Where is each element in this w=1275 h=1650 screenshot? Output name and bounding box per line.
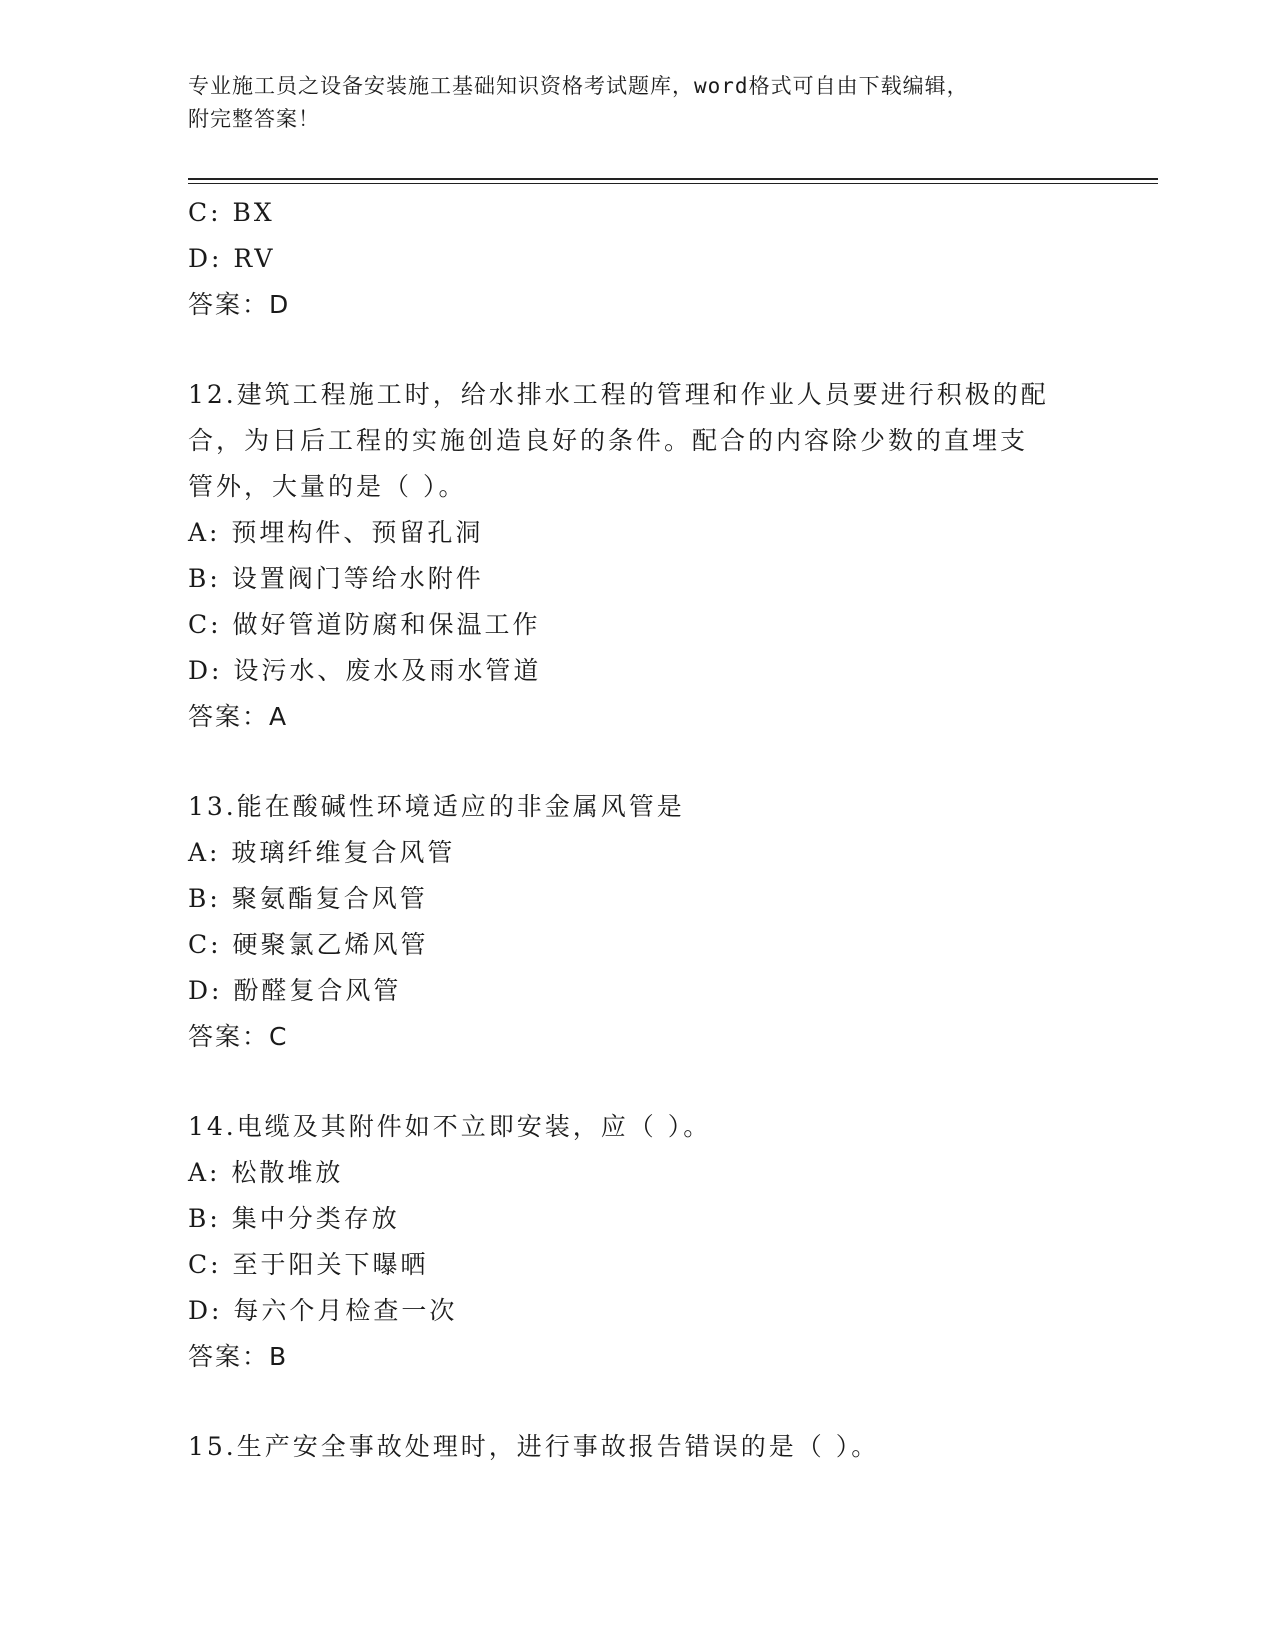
option-b: B: 设置阀门等给水附件 (188, 564, 484, 593)
question-stem-line: 14.电缆及其附件如不立即安装，应（ ）。 (188, 1112, 712, 1141)
document-body (188, 190, 1088, 1470)
question-13 (188, 784, 1088, 1060)
option-b: B: 集中分类存放 (188, 1204, 400, 1233)
header-rule-thick (188, 178, 1158, 180)
option-d: D: 设污水、废水及雨水管道 (188, 656, 542, 685)
header-line-2: 附完整答案！ (188, 107, 320, 131)
document-header (188, 70, 1068, 136)
answer: 答案：B (188, 1342, 289, 1371)
option-c: C: 硬聚氯乙烯风管 (188, 930, 429, 959)
answer: 答案：C (188, 1022, 289, 1051)
option-d: D: RV (188, 244, 276, 273)
option-d: D: 每六个月检查一次 (188, 1296, 458, 1325)
answer: 答案：D (188, 290, 291, 319)
option-b: B: 聚氨酯复合风管 (188, 884, 428, 913)
option-a: A: 玻璃纤维复合风管 (188, 838, 456, 867)
question-11-tail (188, 190, 1088, 328)
option-a: A: 松散堆放 (188, 1158, 344, 1187)
header-line-1: 专业施工员之设备安装施工基础知识资格考试题库，word格式可自由下载编辑， (188, 74, 969, 98)
question-15 (188, 1424, 1088, 1470)
option-a: A: 预埋构件、预留孔洞 (188, 518, 484, 547)
answer: 答案：A (188, 702, 289, 731)
option-d: D: 酚醛复合风管 (188, 976, 402, 1005)
question-12 (188, 372, 1088, 740)
question-stem-line: 管外，大量的是（ ）。 (188, 472, 467, 501)
question-14 (188, 1104, 1088, 1380)
question-stem-line: 15.生产安全事故处理时，进行事故报告错误的是（ ）。 (188, 1432, 880, 1461)
header-rule-thin (188, 183, 1158, 184)
option-c: C: 做好管道防腐和保温工作 (188, 610, 541, 639)
option-c: C: 至于阳关下曝晒 (188, 1250, 429, 1279)
question-stem-line: 13.能在酸碱性环境适应的非金属风管是 (188, 792, 685, 821)
question-stem-line: 12.建筑工程施工时，给水排水工程的管理和作业人员要进行积极的配 (188, 380, 1049, 409)
question-stem-line: 合，为日后工程的实施创造良好的条件。配合的内容除少数的直埋支 (188, 426, 1029, 455)
option-c: C: BX (188, 198, 275, 227)
